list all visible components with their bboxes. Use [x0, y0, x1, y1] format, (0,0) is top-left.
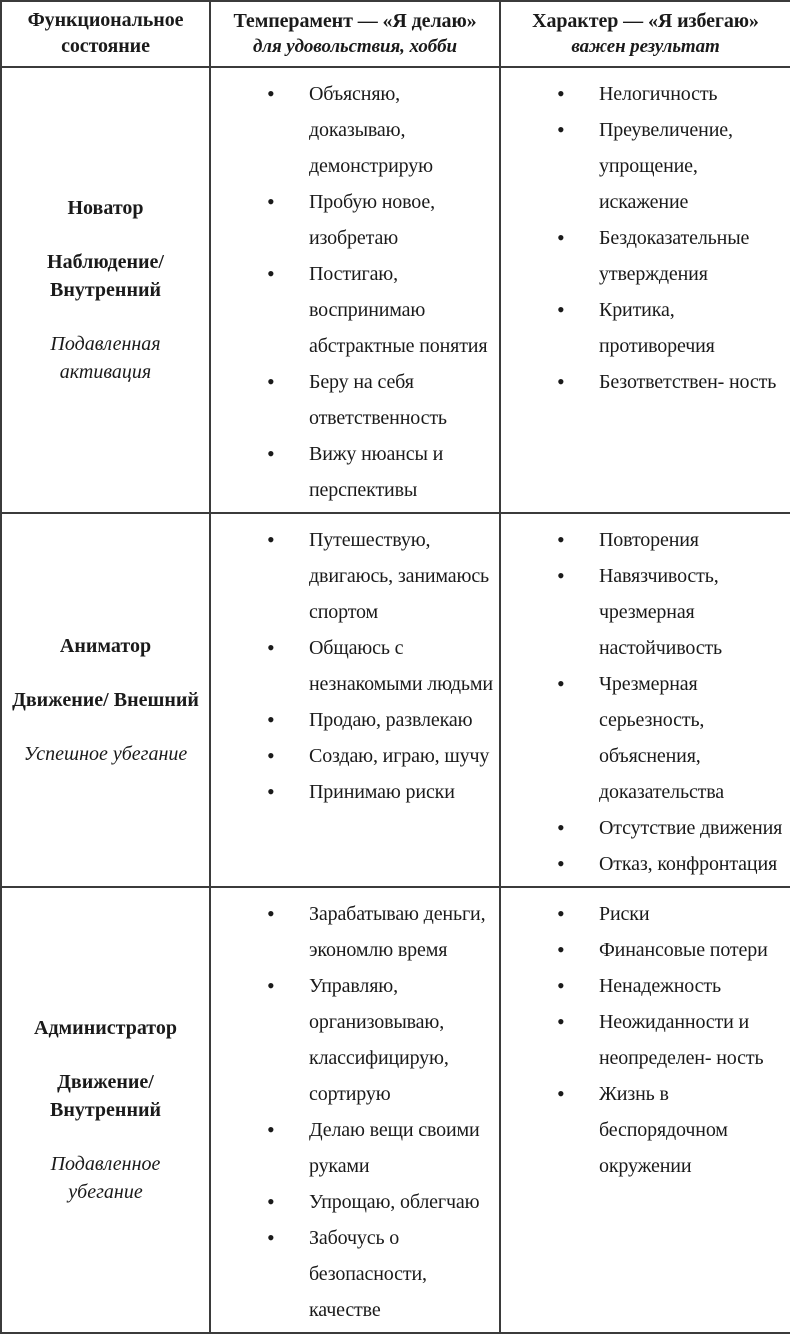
- bullet-dot-icon: •: [557, 225, 565, 250]
- list-item-label: Принимаю риски: [309, 781, 455, 803]
- bullet-dot-icon: •: [557, 815, 565, 840]
- bullet-dot-icon: •: [267, 189, 275, 214]
- list-item: [501, 1076, 786, 1184]
- list-item-label: Преувеличение, упрощение, искажение: [599, 119, 733, 213]
- header-sub-label: важен результат: [571, 35, 720, 57]
- header-main-label: Функциональное состояние: [27, 9, 184, 57]
- list-item: [211, 436, 495, 508]
- bullet-dot-icon: •: [557, 527, 565, 552]
- bullet-dot-icon: •: [557, 973, 565, 998]
- state-type-name: Администратор: [34, 1016, 177, 1039]
- list-item-label: Нелогичность: [599, 83, 718, 105]
- header-row: [1, 1, 790, 67]
- state-type-name: Аниматор: [59, 634, 152, 657]
- list-item-label: Упрощаю, облегчаю: [309, 1191, 480, 1213]
- bullet-dot-icon: •: [267, 527, 275, 552]
- bullet-dot-icon: •: [557, 671, 565, 696]
- bullet-dot-icon: •: [557, 851, 565, 876]
- bullet-dot-icon: •: [267, 1117, 275, 1142]
- column-header-temperament: [210, 1, 500, 67]
- list-item-label: Пробую новое, изобретаю: [309, 191, 435, 249]
- column-header-functional-state: [1, 1, 210, 67]
- state-note-label: Подавленная активация: [50, 332, 161, 383]
- state-type-name: Новатор: [67, 196, 144, 219]
- list-item-label: Финансовые потери: [599, 939, 768, 961]
- list-item: [501, 666, 786, 810]
- list-item-label: Путешествую, двигаюсь, занимаюсь спортом: [309, 529, 490, 623]
- list-item: [211, 896, 495, 968]
- header-main-label: Характер — «Я избегаю»: [532, 9, 759, 32]
- list-item: [211, 738, 495, 774]
- state-note-label: Успешное убегание: [23, 742, 188, 765]
- list-item-label: Управляю, организовываю, классифицирую, сортирую: [309, 975, 449, 1105]
- list-item: [211, 1112, 495, 1184]
- list-item-label: Вижу нюансы и перспективы: [309, 443, 444, 501]
- table-body: [1, 67, 790, 1333]
- cell-character: [500, 513, 790, 887]
- list-item-label: Безответствен- ность: [599, 371, 777, 393]
- column-header-character: [500, 1, 790, 67]
- bullet-dot-icon: •: [557, 937, 565, 962]
- bullet-dot-icon: •: [267, 441, 275, 466]
- list-item-label: Создаю, играю, шучу: [309, 745, 490, 767]
- list-item-label: Общаюсь с незнакомыми людьми: [309, 637, 493, 695]
- list-item: [501, 292, 786, 364]
- list-item: [211, 522, 495, 630]
- list-item: [501, 220, 786, 292]
- bullet-list: [211, 888, 499, 1332]
- cell-functional-state: [1, 887, 210, 1333]
- list-item-label: Неожиданности и неопределен- ность: [599, 1011, 764, 1069]
- list-item-label: Ненадежность: [599, 975, 721, 997]
- bullet-list: [501, 514, 790, 886]
- bullet-dot-icon: •: [557, 1009, 565, 1034]
- cell-functional-state: [1, 513, 210, 887]
- cell-temperament: [210, 513, 500, 887]
- bullet-dot-icon: •: [557, 901, 565, 926]
- list-item-label: Риски: [599, 903, 650, 925]
- list-item: [211, 968, 495, 1112]
- state-mode-label: Движение/ Внешний: [12, 688, 199, 711]
- bullet-dot-icon: •: [267, 1225, 275, 1250]
- list-item: [501, 810, 786, 846]
- table-header: [1, 1, 790, 67]
- bullet-dot-icon: •: [557, 563, 565, 588]
- list-item: [211, 184, 495, 256]
- bullet-list: [211, 68, 499, 512]
- list-item-label: Бездоказательные утверждения: [599, 227, 750, 285]
- list-item-label: Продаю, развлекаю: [309, 709, 473, 731]
- list-item-label: Делаю вещи своими руками: [309, 1119, 480, 1177]
- bullet-dot-icon: •: [557, 297, 565, 322]
- state-mode-label: Движение/ Внутренний: [49, 1070, 162, 1121]
- bullet-dot-icon: •: [267, 901, 275, 926]
- list-item: [501, 1004, 786, 1076]
- list-item-label: Критика, противоречия: [599, 299, 715, 357]
- bullet-dot-icon: •: [557, 117, 565, 142]
- list-item-label: Чрезмерная серьезность, объяснения, доказательства: [599, 673, 725, 803]
- list-item: [501, 76, 786, 112]
- list-item: [501, 896, 786, 932]
- list-item: [211, 364, 495, 436]
- bullet-dot-icon: •: [267, 635, 275, 660]
- bullet-dot-icon: •: [557, 1081, 565, 1106]
- list-item-label: Беру на себя ответственность: [309, 371, 447, 429]
- list-item-label: Отказ, конфронтация: [599, 853, 778, 875]
- bullet-list: [211, 514, 499, 814]
- list-item: [211, 774, 495, 810]
- bullet-dot-icon: •: [267, 707, 275, 732]
- bullet-dot-icon: •: [267, 261, 275, 286]
- list-item: [501, 112, 786, 220]
- cell-functional-state: [1, 67, 210, 513]
- list-item: [501, 846, 786, 882]
- cell-character: [500, 67, 790, 513]
- list-item: [211, 702, 495, 738]
- bullet-list: [501, 68, 790, 404]
- bullet-dot-icon: •: [267, 779, 275, 804]
- table-row: [1, 67, 790, 513]
- list-item: [501, 968, 786, 1004]
- table-row: [1, 887, 790, 1333]
- header-main-label: Темперамент — «Я делаю»: [233, 9, 477, 32]
- bullet-dot-icon: •: [557, 369, 565, 394]
- list-item-label: Зарабатываю деньги, экономлю время: [309, 903, 486, 961]
- cell-temperament: [210, 67, 500, 513]
- state-mode-label: Наблюдение/ Внутренний: [47, 250, 164, 301]
- list-item-label: Отсутствие движения: [599, 817, 783, 839]
- bullet-dot-icon: •: [267, 81, 275, 106]
- list-item-label: Забочусь о безопасности, качестве: [309, 1227, 427, 1321]
- list-item-label: Повторения: [599, 529, 699, 551]
- list-item: [501, 932, 786, 968]
- list-item-label: Жизнь в беспорядочном окружении: [599, 1083, 728, 1177]
- list-item: [211, 256, 495, 364]
- bullet-dot-icon: •: [267, 973, 275, 998]
- cell-character: [500, 887, 790, 1333]
- list-item: [501, 558, 786, 666]
- list-item-label: Постигаю, воспринимаю абстрактные понятия: [309, 263, 488, 357]
- state-note-label: Подавленное убегание: [50, 1152, 161, 1203]
- list-item: [501, 364, 786, 400]
- list-item: [211, 76, 495, 184]
- bullet-list: [501, 888, 790, 1188]
- list-item: [501, 522, 786, 558]
- list-item: [211, 630, 495, 702]
- bullet-dot-icon: •: [267, 743, 275, 768]
- list-item: [211, 1220, 495, 1328]
- header-sub-label: для удовольствия, хобби: [252, 35, 458, 57]
- list-item-label: Навязчивость, чрезмерная настойчивость: [599, 565, 722, 659]
- bullet-dot-icon: •: [267, 369, 275, 394]
- bullet-dot-icon: •: [267, 1189, 275, 1214]
- table-row: [1, 513, 790, 887]
- list-item: [211, 1184, 495, 1220]
- bullet-dot-icon: •: [557, 81, 565, 106]
- cell-temperament: [210, 887, 500, 1333]
- list-item-label: Объясняю, доказываю, демонстрирую: [309, 83, 433, 177]
